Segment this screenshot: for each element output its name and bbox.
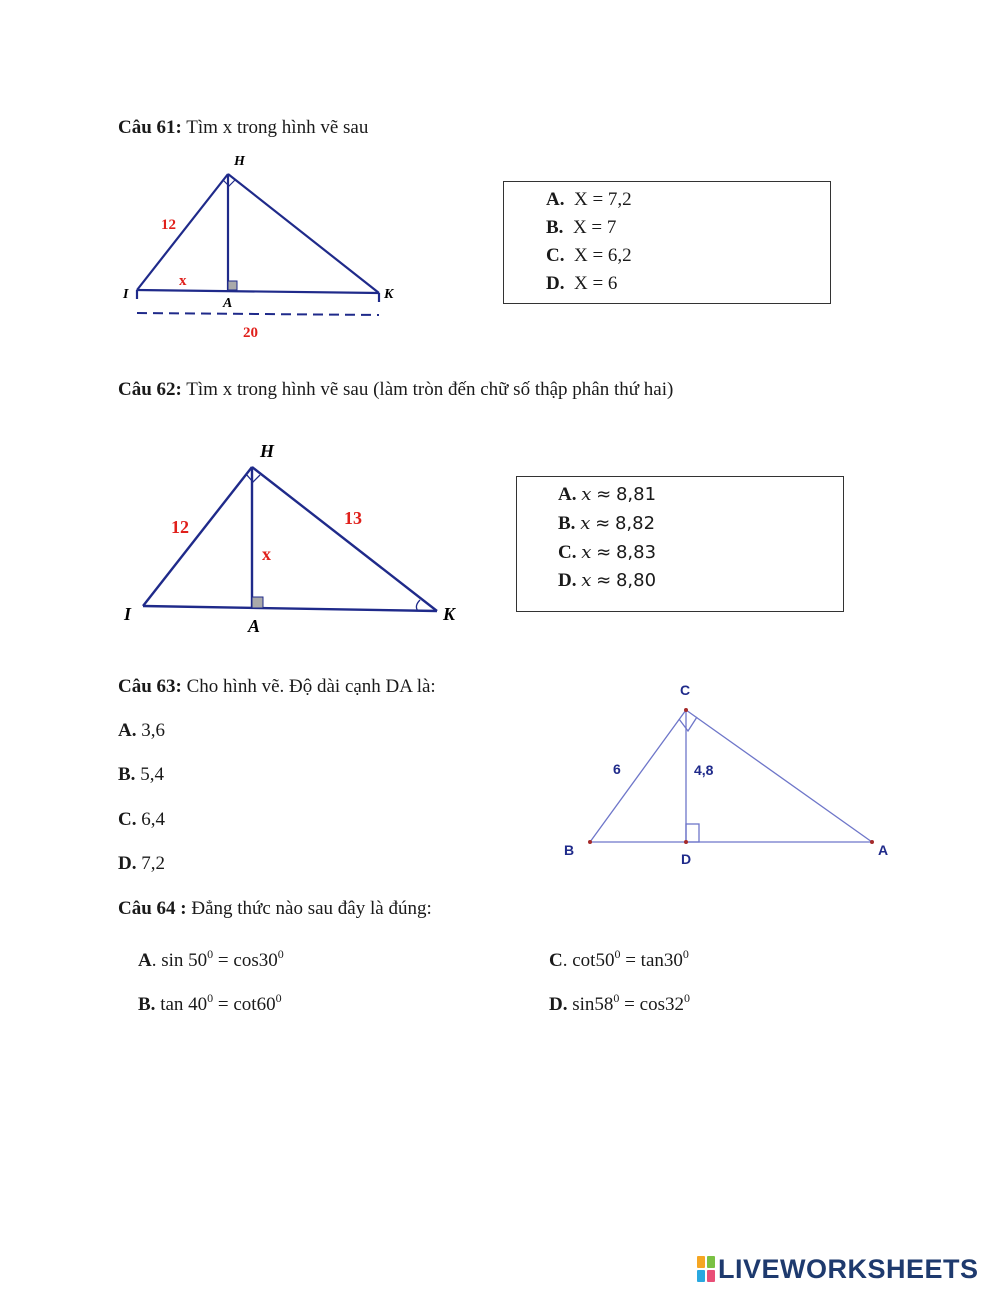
q62-vertex-i: I [124, 604, 132, 624]
q62-side2-label: 13 [344, 508, 362, 528]
question-64-text: Đẳng thức nào sau đây là đúng: [186, 898, 432, 919]
question-62-text: Tìm x trong hình vẽ sau (làm tròn đến chữ số thập phân thứ hai) [181, 379, 674, 400]
q62-side1-label: 12 [171, 517, 189, 537]
logo-text: LIVEWORKSHEETS [718, 1253, 979, 1284]
question-64-label: Câu 64 : [118, 898, 187, 919]
q63-vertex-d: D [681, 851, 692, 867]
q63-option-c[interactable]: C. 6,4 [118, 809, 165, 830]
question-62-label: Câu 62: [118, 379, 182, 400]
q62-option-a[interactable]: A. x ≈ 8,81 [558, 484, 657, 505]
q61-vertex-k: K [384, 287, 394, 302]
q63-vertex-a: A [878, 842, 889, 858]
q61-option-d[interactable]: D. X = 6 [546, 273, 618, 294]
q64-option-c[interactable]: C. $\cot 50^0 = \tan 30^0$ [549, 947, 689, 971]
question-63-text: Cho hình vẽ. Độ dài cạnh DA là: [181, 676, 436, 697]
q63-bc-label: 6 [613, 761, 621, 777]
q63-option-a[interactable]: A. 3,6 [118, 720, 165, 741]
q61-vertex-a: A [223, 296, 233, 311]
question-61-label: Câu 61: [118, 117, 182, 138]
q64-option-b[interactable]: B. $\tan 40^0 = \cot 60^0$ [138, 991, 282, 1015]
q62-vertex-h: H [260, 441, 275, 461]
q61-option-b[interactable]: B. X = 7 [546, 217, 617, 238]
q62-vertex-a: A [248, 616, 261, 636]
question-63-label: Câu 63: [118, 676, 182, 697]
q64-option-a[interactable]: A. $\sin 50^0 = \cos 30^0$ [138, 947, 284, 971]
q61-vertex-i: I [123, 287, 129, 302]
q61-base-label: 20 [243, 325, 258, 341]
q61-vertex-h: H [234, 154, 245, 169]
q63-vertex-b: B [564, 842, 575, 858]
q61-option-c[interactable]: C. X = 6,2 [546, 245, 632, 266]
q63-cd-label: 4,8 [694, 762, 714, 778]
q62-option-b[interactable]: B. x ≈ 8,82 [558, 513, 656, 534]
q63-option-b[interactable]: B. 5,4 [118, 764, 164, 785]
q62-option-d[interactable]: D. x ≈ 8,80 [558, 570, 657, 591]
logo-blocks-icon [697, 1256, 715, 1282]
q64-option-d[interactable]: D. $\sin 58^0 = \cos 32^0$ [549, 991, 690, 1015]
liveworksheets-logo [697, 1254, 979, 1284]
q61-side-label: 12 [161, 217, 176, 233]
q61-x-label: x [179, 273, 187, 289]
q63-vertex-c: C [680, 682, 691, 698]
question-64-prompt [118, 897, 432, 921]
q63-option-d[interactable]: D. 7,2 [118, 853, 165, 874]
q62-vertex-k: K [443, 604, 456, 624]
q62-option-c[interactable]: C. x ≈ 8,83 [558, 542, 657, 563]
q61-option-a[interactable]: A. X = 7,2 [546, 189, 632, 210]
q62-x-label: x [262, 544, 271, 564]
question-61-text: Tìm x trong hình vẽ sau [181, 117, 369, 138]
